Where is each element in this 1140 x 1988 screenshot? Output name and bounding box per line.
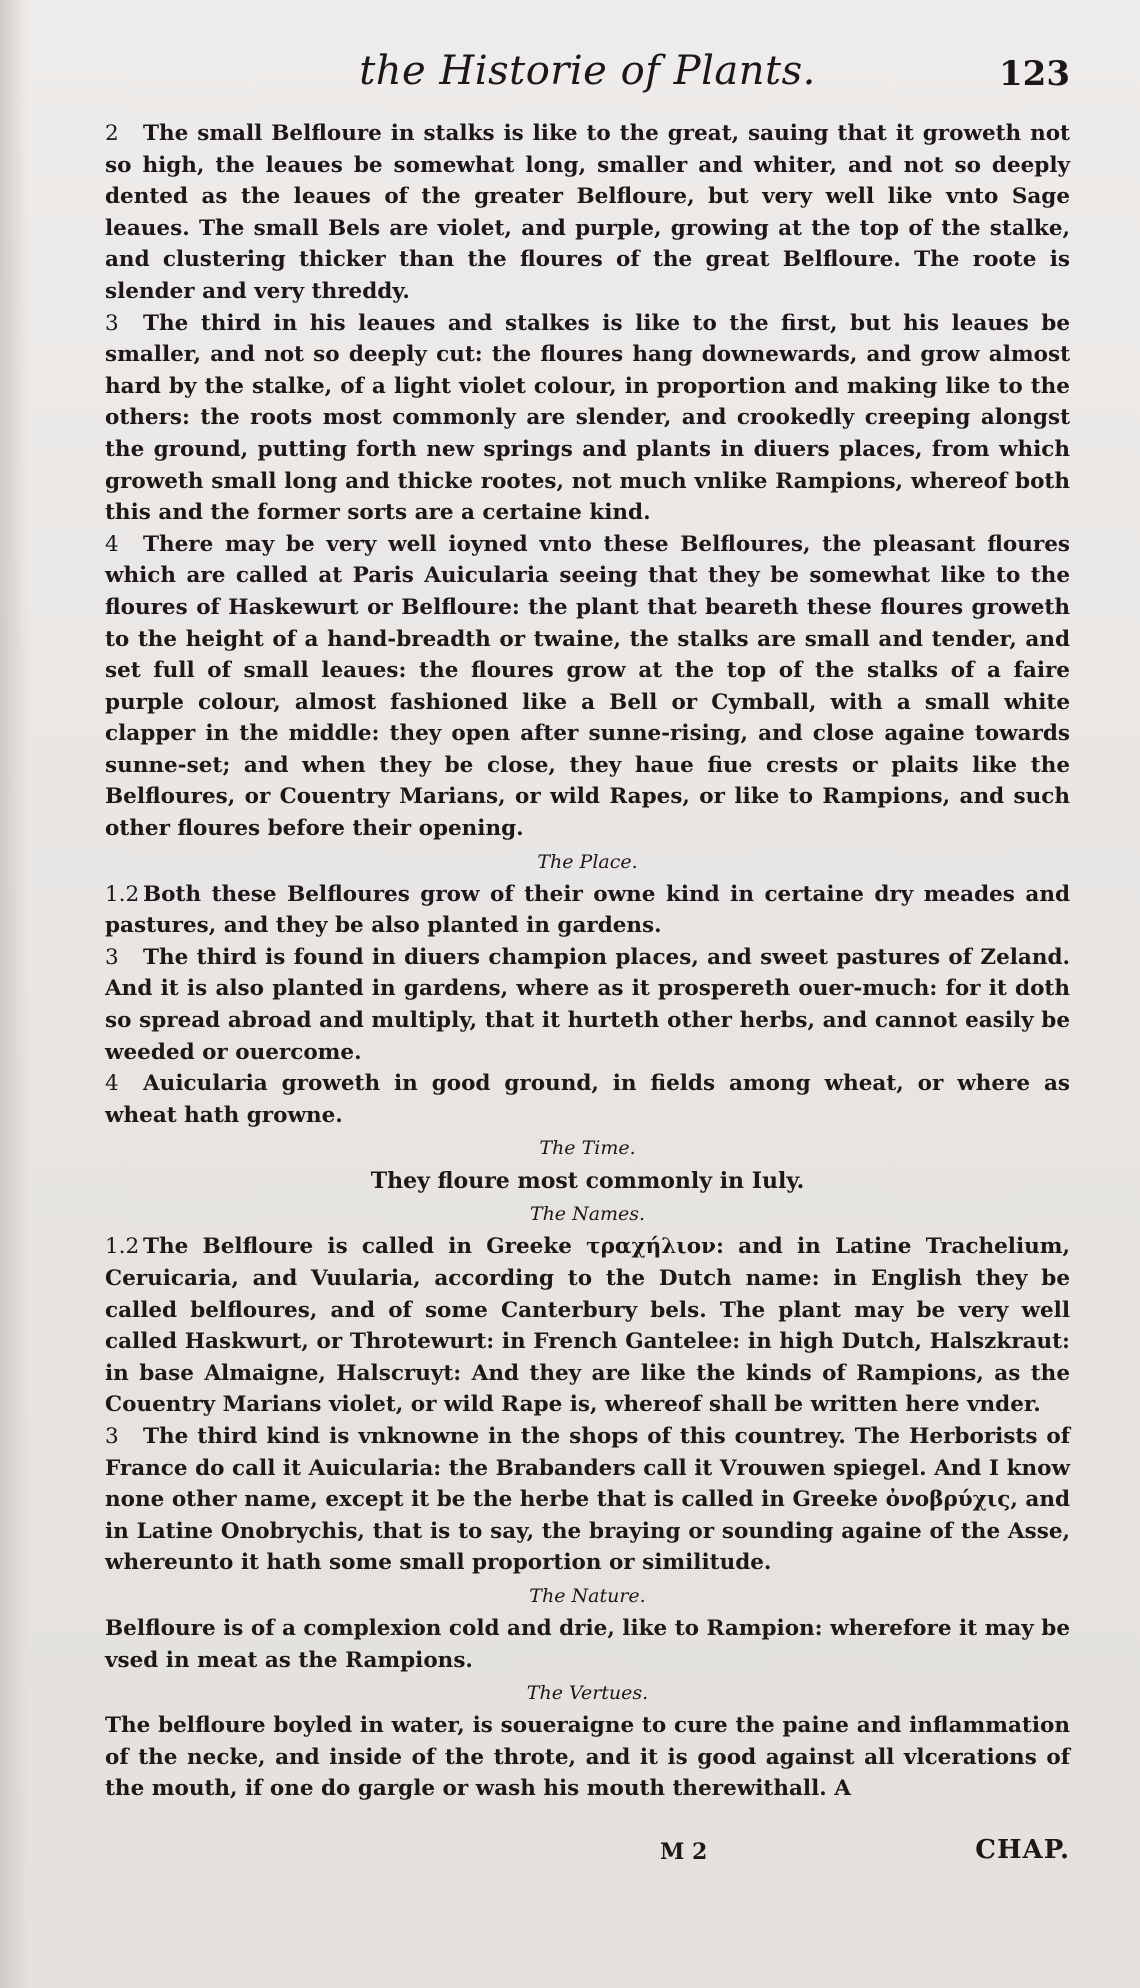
time-text: They floure most commonly in Iuly.: [370, 1168, 805, 1195]
paragraph-number: 3: [105, 944, 119, 970]
signature-mark: M 2: [660, 1838, 708, 1865]
page-footer: [105, 1834, 1070, 1879]
section-heading-vertues: The Vertues.: [526, 1682, 649, 1705]
place-paragraph-1-2: [105, 879, 1070, 942]
paragraph-number: 1.2: [105, 881, 140, 907]
nature-paragraph: [105, 1613, 1070, 1676]
page-number: 123: [999, 54, 1070, 94]
description-paragraph-2: [105, 118, 1070, 308]
description-paragraph-3: [105, 308, 1070, 529]
page-header: [105, 48, 1070, 108]
paragraph-number: 2: [105, 121, 119, 146]
description-paragraph-4: [105, 529, 1070, 845]
paragraph-text: The third kind is vnknowne in the shops of this countrey. The Herborists of France do call it Auicularia: the Brabanders call it Vrouwen spiegel. And I know none other name, except it be the herbe that is called in Greeke ὀνοβρύχις, and in Latine Onobrychis, that is to say, the braying or sounding againe of the Asse, whereunto it hath some small proportion or similitude.: [105, 1423, 1070, 1576]
paragraph-number: 3: [105, 1423, 119, 1449]
place-paragraph-4: [105, 1068, 1070, 1131]
catchword: CHAP.: [975, 1834, 1070, 1865]
paragraph-text: The Belfloure is called in Greeke τραχήλιον: and in Latine Trachelium, Ceruicaria, and Vuularia, according to the Dutch name: in English they be called belfloures, and of some Canterbury bels. The plant may be very well called Haskwurt, or Throtewurt: in French Gantelee: in high Dutch, Halszkraut: in base Almaigne, Halscruyt: And they are like the kinds of Rampions, as the Couentry Marians violet, or wild Rape is, whereof shall be written here vnder.: [105, 1234, 1070, 1418]
page-body: [105, 118, 1070, 1805]
section-heading-nature: The Nature.: [529, 1584, 646, 1607]
paragraph-text: The third in his leaues and stalkes is like to the first, but his leaues be smaller, and not so deeply cut: the floures hang downewards, and grow almost hard by the stalke, of a light violet colour, in proportion and making like to the others: the roots most commonly are slender, and crookedly creeping alongst the ground, putting forth new springs and plants in diuers places, from which groweth small long and thicke rootes, not much vnlike Rampions, whereof both this and the former sorts are a certaine kind.: [105, 310, 1070, 526]
vertues-paragraph: [105, 1710, 1070, 1805]
paragraph-text: Belfloure is of a complexion cold and drie, like to Rampion: wherefore it may be vsed in meat as the Rampions.: [105, 1615, 1070, 1673]
paragraph-number: 4: [105, 531, 119, 557]
paragraph-number: 4: [105, 1071, 119, 1097]
marginal-note: A: [834, 1776, 851, 1802]
paragraph-number: 3: [105, 310, 119, 336]
names-paragraph-3: [105, 1421, 1070, 1579]
section-heading-place: The Place.: [537, 850, 638, 873]
paragraph-text: The third is found in diuers champion places, and sweet pastures of Zeland. And it is also planted in gardens, where as it prospereth ouer-much: for it doth so spread abroad and multiply, that it hurteth other herbs, and cannot easily be weeded or ouercome.: [105, 944, 1070, 1065]
place-paragraph-3: [105, 942, 1070, 1068]
paragraph-text: There may be very well ioyned vnto these Belfloures, the pleasant floures which are called at Paris Auicularia seeing that they be somewhat like to the floures of Haskewurt or Belfloure: the plant that beareth these floures groweth to the height of a hand-breadth or twaine, the stalks are small and tender, and set full of small leaues: the floures grow at the top of the stalks of a faire purple colour, almost fashioned like a Bell or Cymball, with a small white clapper in the middle: they open after sunne-rising, and close againe towards sunne-set; and when they be close, they haue fiue crests or plaits like the Belfloures, or Couentry Marians, or wild Rapes, or like to Rampions, and such other floures before their opening.: [105, 531, 1070, 842]
paragraph-text: Both these Belfloures grow of their owne kind in certaine dry meades and pastures, and they be also planted in gardens.: [105, 881, 1070, 939]
section-heading-names: The Names.: [529, 1203, 646, 1226]
paragraph-text: The belfloure boyled in water, is soueraigne to cure the paine and inflammation of the necke, and inside of the throte, and it is good against all vlcerations of the mouth, if one do gargle or wash his mouth therewithall.: [105, 1713, 1070, 1802]
running-title: the Historie of Plants.: [359, 48, 816, 94]
section-heading-time: The Time.: [539, 1137, 636, 1160]
paragraph-text: The small Belfloure in stalks is like to the great, sauing that it groweth not so high, the leaues be somewhat long, smaller and whiter, and not so deeply dented as the leaues of the greater Belfloure, but very well like vnto Sage leaues. The small Bels are violet, and purple, growing at the top of the stalke, and clustering thicker than the floures of the great Belfloure. The roote is slender and very threddy.: [105, 121, 1070, 304]
paragraph-text: Auicularia groweth in good ground, in fields among wheat, or where as wheat hath growne.: [105, 1071, 1070, 1128]
names-paragraph-1-2: [105, 1231, 1070, 1421]
paragraph-number: 1.2: [105, 1234, 140, 1260]
